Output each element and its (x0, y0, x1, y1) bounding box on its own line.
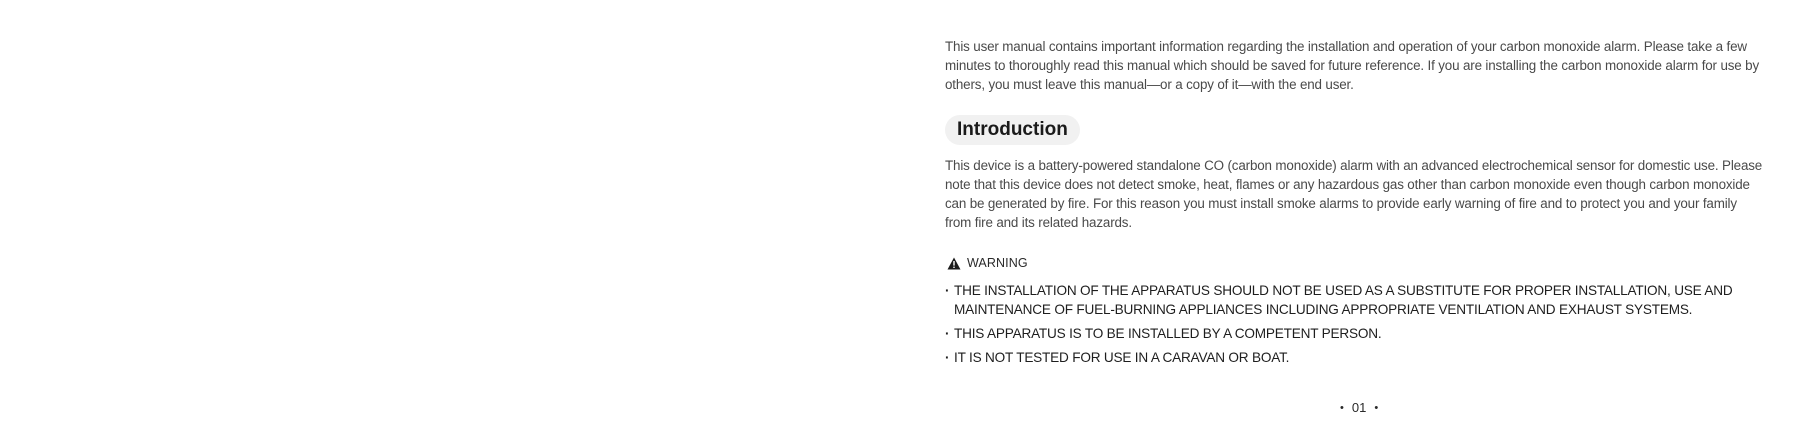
warning-item: · THIS APPARATUS IS TO BE INSTALLED BY A COMPETENT PERSON. (945, 324, 1765, 343)
warning-triangle-icon (947, 257, 961, 270)
device-description-paragraph: This device is a battery-powered standalone CO (carbon monoxide) alarm with an advanced electrochemical sensor for domestic use. Please note that this device does not detect smoke, heat, flames or any hazardous gas other than carbon monoxide even though carbon monoxide can be generated by fire. For this reason you must install smoke alarms to provide early warning of fire and to protect you and your family from fire and its related hazards. (945, 158, 1763, 230)
section-heading-pill (945, 115, 1080, 145)
warning-item: · THE INSTALLATION OF THE APPARATUS SHOULD NOT BE USED AS A SUBSTITUTE FOR PROPER INSTALLATION, USE AND MAINTENANCE OF FUEL-BURNING APPLIANCES INCLUDING APPROPRIATE VENTILATION AND EXHAUST SYSTEMS. (945, 281, 1765, 319)
page-number-dot-right: • (1374, 401, 1379, 414)
manual-page (945, 0, 1765, 438)
intro-paragraph: This user manual contains important information regarding the installation and operation of your carbon monoxide alarm. Please take a few minutes to thoroughly read this manual which should be saved for future reference. If you are installing the carbon monoxide alarm for use by others, you must leave this manual—or a copy of it—with the end user. (945, 39, 1759, 92)
page-number-value: 01 (1351, 400, 1367, 415)
warning-label: WARNING (967, 256, 1028, 270)
warning-list (945, 281, 1765, 372)
page-number (1340, 400, 1378, 415)
warning-item: · IT IS NOT TESTED FOR USE IN A CARAVAN OR BOAT. (945, 348, 1765, 367)
warning-header (947, 256, 1028, 270)
page-number-dot-left: • (1340, 401, 1344, 414)
section-heading: Introduction (957, 119, 1068, 140)
